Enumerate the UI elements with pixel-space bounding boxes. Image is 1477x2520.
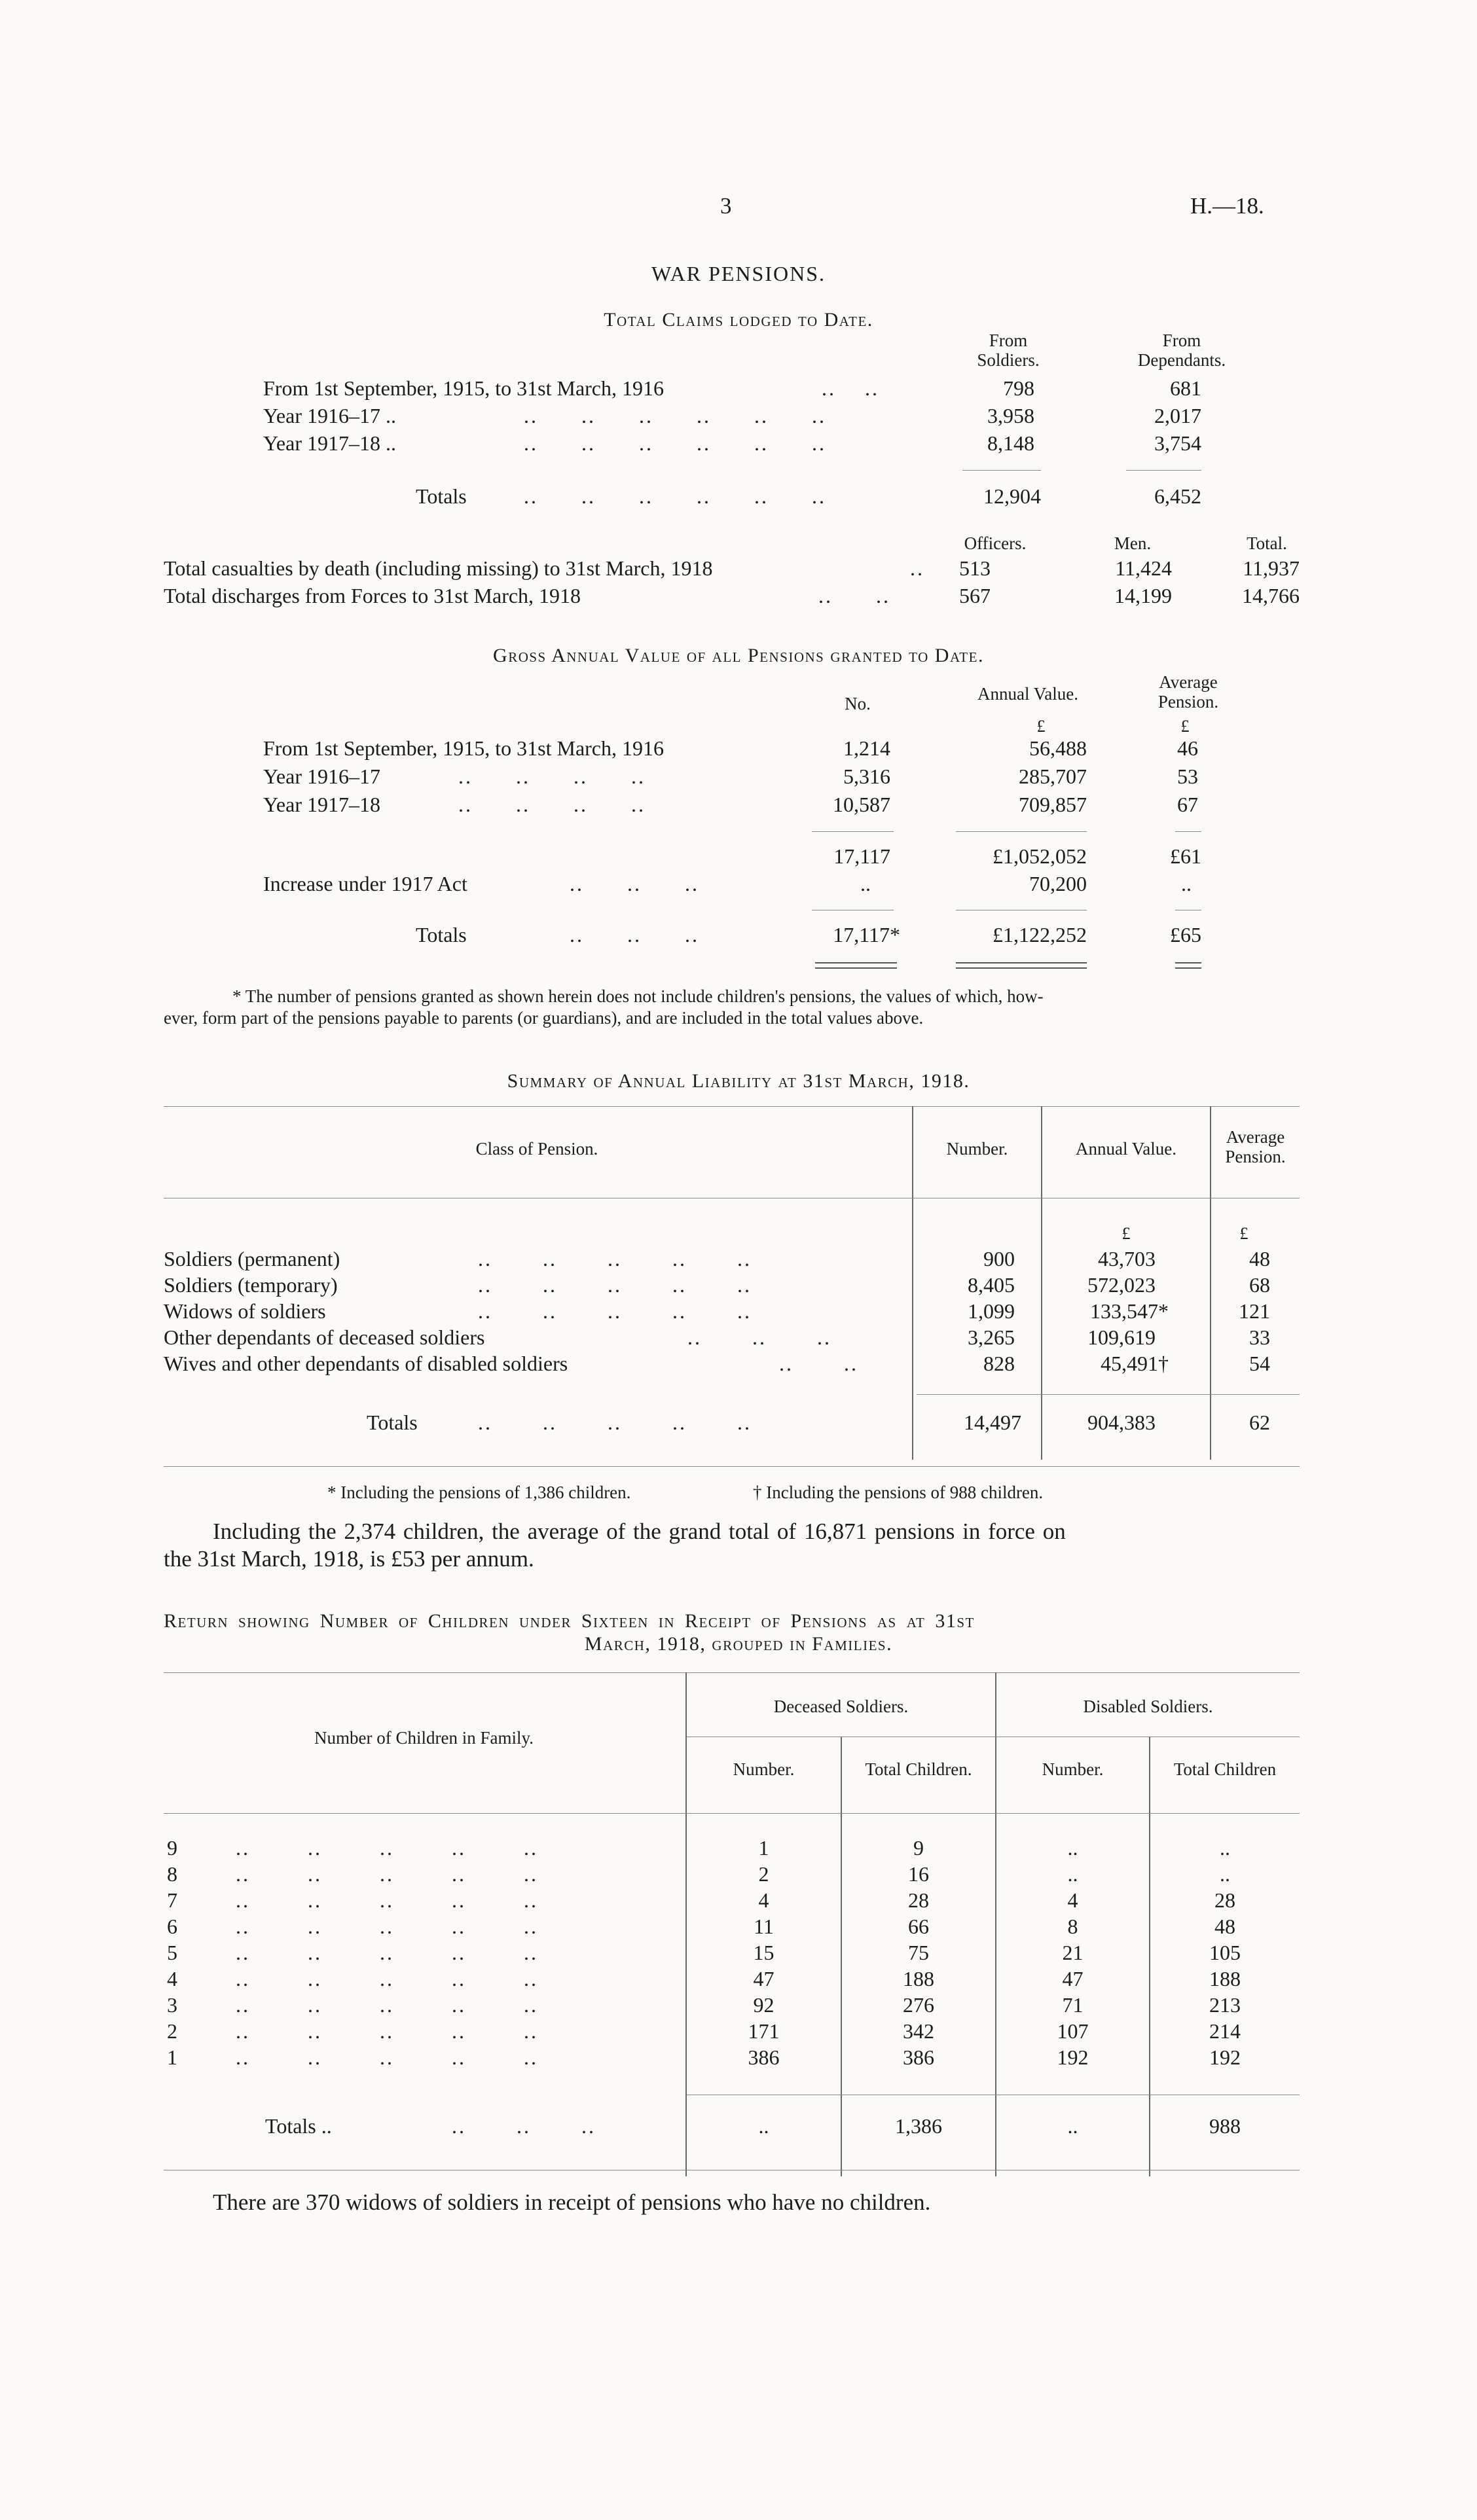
table-top-rule [164,1106,1300,1107]
claims-totals-dependants: 6,452 [1154,484,1201,508]
table-bottom-rule [164,1466,1300,1467]
leader-dots: .. .. .. [570,872,699,895]
children-dec-total: 75 [908,1941,929,1964]
leader-dots: .. .. .. .. .. [236,1993,538,2017]
column-divider [1041,1106,1042,1460]
summary-totals-label: Totals [367,1411,418,1434]
children-dec-number: 4 [758,1888,769,1912]
children-dis-number: .. [1067,1862,1078,1886]
children-dis-total: 192 [1209,2045,1241,2069]
casualties-officers-value: 567 [959,584,991,607]
casualties-col-total: Total. [1247,533,1287,553]
summary-avg-value: 121 [1239,1299,1270,1323]
leader-dots: .. .. .. .. .. [236,1888,538,1912]
summary-annual-value: 45,491† [1101,1352,1169,1375]
children-col-total-deceased: Total Children. [865,1759,972,1779]
summary-unit-avg: £ [1239,1224,1249,1243]
children-dec-number: 15 [753,1941,775,1964]
summary-col-avg-2: Pension. [1225,1147,1286,1166]
gross-row-label: From 1st September, 1915, to 31st March, 1916 [263,736,664,760]
children-totals-label: Totals .. [265,2114,332,2138]
gross-subtotal-avg: £61 [1170,844,1201,868]
closing-note: There are 370 widows of soldiers in receipt of pensions who have no children. [213,2189,931,2215]
children-heading-line2: March, 1918, grouped in Families. [584,1633,893,1655]
children-dis-number: 192 [1057,2045,1089,2069]
leader-dots: .. .. .. .. .. [236,2045,538,2069]
rule [1175,831,1201,832]
claims-col-dependants-2: Dependants. [1137,350,1226,370]
gross-annual-value: 56,488 [1029,736,1087,760]
children-dec-total: 66 [908,1915,929,1938]
children-family-size: 2 [167,2019,177,2043]
casualties-col-officers: Officers. [964,533,1027,553]
gross-increase-value: 70,200 [1029,872,1087,895]
summary-row-label: Soldiers (permanent) [164,1247,340,1270]
leader-dots: .. .. .. .. .. [478,1273,752,1297]
summary-col-number: Number. [946,1139,1008,1159]
children-dis-total: 28 [1214,1888,1235,1912]
leader-dots: .. .. .. .. .. [236,1967,538,1990]
claims-totals-label: Totals [416,484,467,508]
summary-avg-value: 68 [1249,1273,1270,1297]
casualties-row-label: Total discharges from Forces to 31st March, 1918 [164,584,581,607]
casualties-men-value: 14,199 [1114,584,1172,607]
gross-col-avg-2: Pension. [1158,692,1219,711]
summary-avg-value: 48 [1249,1247,1270,1270]
gross-heading: Gross Annual Value of all Pensions granted to Date. [493,645,984,666]
children-dec-number: 171 [748,2019,780,2043]
casualties-total-value: 11,937 [1243,556,1300,580]
children-totals-dis-total: 988 [1209,2114,1241,2138]
leader-dots: .. .. .. [687,1325,831,1349]
double-rule [815,967,897,969]
summary-col-avg-1: Average [1226,1127,1285,1147]
children-dec-total: 188 [903,1967,934,1990]
claims-row-label: Year 1917–18 .. [263,431,396,455]
table-top-rule [164,1672,1300,1673]
children-family-size: 8 [167,1862,177,1886]
summary-annual-value: 133,547* [1090,1299,1169,1323]
average-paragraph-line2: the 31st March, 1918, is £53 per annum. [164,1546,534,1572]
gross-increase-no: .. [860,872,871,895]
claims-soldiers-value: 3,958 [987,404,1034,427]
double-rule [1175,967,1201,969]
leader-dots: .. .. .. .. .. .. [524,404,826,427]
page-title: WAR PENSIONS. [651,262,826,285]
children-dis-total: 214 [1209,2019,1241,2043]
rule [812,831,894,832]
leader-dots: .. .. [818,584,890,607]
children-col-total-disabled: Total Children [1173,1759,1277,1779]
children-dis-number: .. [1067,1836,1078,1860]
rule [1126,470,1201,471]
summary-col-class: Class of Pension. [475,1139,598,1159]
gross-annual-value: 709,857 [1019,793,1087,816]
children-dec-number: 2 [758,1862,769,1886]
leader-dots: .. .. .. [570,923,699,946]
claims-soldiers-value: 798 [1003,376,1034,400]
column-divider [912,1106,913,1460]
claims-col-soldiers-2: Soldiers. [977,350,1040,370]
document-reference: H.—18. [1190,193,1264,219]
children-dec-total: 16 [908,1862,929,1886]
summary-annual-value: 109,619 [1087,1325,1156,1349]
gross-unit-avg: £ [1180,717,1190,736]
gross-totals-label: Totals [416,923,467,946]
leader-dots: .. .. [822,376,879,400]
children-dec-number: 386 [748,2045,780,2069]
children-col-number-deceased: Number. [733,1759,795,1779]
summary-row-label: Widows of soldiers [164,1299,326,1323]
children-dec-total: 28 [908,1888,929,1912]
gross-no-value: 10,587 [833,793,890,816]
leader-dots: .. .. .. [452,2114,596,2138]
leader-dots: .. .. .. .. .. [236,1915,538,1938]
children-group-disabled: Disabled Soldiers. [1083,1697,1213,1716]
double-rule [1175,962,1201,963]
children-heading-line1: Return showing Number of Children under Sixteen in Receipt of Pensions as at 31st [164,1610,975,1632]
children-dis-total: .. [1220,1836,1230,1860]
casualties-row-label: Total casualties by death (including missing) to 31st March, 1918 [164,556,713,580]
children-dec-total: 276 [903,1993,934,2017]
casualties-total-value: 14,766 [1242,584,1300,607]
children-dis-number: 8 [1067,1915,1078,1938]
claims-heading: Total Claims lodged to Date. [604,309,873,331]
children-totals-dec-num: .. [758,2114,769,2138]
rule [962,470,1041,471]
gross-unit-value: £ [1036,717,1046,736]
children-col-number-disabled: Number. [1042,1759,1104,1779]
children-family-size: 1 [167,2045,177,2069]
children-dec-number: 47 [753,1967,775,1990]
casualties-col-men: Men. [1114,533,1152,553]
leader-dots: .. .. [779,1352,858,1375]
summary-row-label: Soldiers (temporary) [164,1273,338,1297]
summary-number-value: 828 [983,1352,1015,1375]
children-family-size: 7 [167,1888,177,1912]
leader-dots: .. .. .. .. .. .. [524,431,826,455]
summary-footnote-a: * Including the pensions of 1,386 children. [327,1483,631,1502]
leader-dots: .. .. .. .. [458,765,646,788]
children-dis-number: 21 [1062,1941,1084,1964]
children-family-size: 3 [167,1993,177,2017]
summary-number-value: 1,099 [968,1299,1015,1323]
summary-avg-value: 54 [1249,1352,1270,1375]
summary-totals-number: 14,497 [964,1411,1021,1434]
leader-dots: .. .. .. .. .. [478,1411,752,1434]
gross-footnote-line1: * The number of pensions granted as shown herein does not include children's pensions, the values of which, how- [232,986,1044,1006]
gross-avg-value: 46 [1177,736,1198,760]
children-family-size: 6 [167,1915,177,1938]
leader-dots: .. .. .. .. .. [236,1836,538,1860]
gross-totals-value: £1,122,252 [993,923,1087,946]
claims-row-label: Year 1916–17 .. [263,404,396,427]
children-group-deceased: Deceased Soldiers. [773,1697,909,1716]
claims-dependants-value: 3,754 [1154,431,1201,455]
children-dis-number: 107 [1057,2019,1089,2043]
gross-footnote-line2: ever, form part of the pensions payable to parents (or guardians), and are included in the total values above. [164,1008,924,1028]
gross-totals-avg: £65 [1170,923,1201,946]
children-dis-total: 48 [1214,1915,1235,1938]
children-dec-total: 9 [913,1836,924,1860]
double-rule [956,967,1087,969]
claims-soldiers-value: 8,148 [987,431,1034,455]
children-dec-number: 1 [758,1836,769,1860]
summary-number-value: 3,265 [968,1325,1015,1349]
double-rule [956,962,1087,963]
children-dis-total: .. [1220,1862,1230,1886]
leader-dots: .. .. .. .. .. .. [524,484,826,508]
claims-totals-soldiers: 12,904 [983,484,1041,508]
gross-row-label: Year 1917–18 [263,793,380,816]
rule [956,831,1087,832]
gross-increase-avg: .. [1181,872,1192,895]
summary-avg-value: 33 [1249,1325,1270,1349]
gross-no-value: 1,214 [843,736,890,760]
gross-col-value: Annual Value. [977,684,1078,704]
summary-heading: Summary of Annual Liability at 31st March, 1918. [507,1070,970,1092]
leader-dots: .. [910,556,924,580]
children-dec-number: 11 [754,1915,774,1938]
average-paragraph-line1: Including the 2,374 children, the average of the grand total of 16,871 pensions in force on [213,1519,1066,1544]
summary-annual-value: 43,703 [1098,1247,1156,1270]
summary-totals-avg: 62 [1249,1411,1270,1434]
children-dec-total: 386 [903,2045,934,2069]
claims-col-dependants-1: From [1162,331,1201,350]
children-family-size: 9 [167,1836,177,1860]
children-dis-number: 4 [1067,1888,1078,1912]
summary-annual-value: 572,023 [1087,1273,1156,1297]
summary-number-value: 8,405 [968,1273,1015,1297]
summary-totals-value: 904,383 [1087,1411,1156,1434]
leader-dots: .. .. .. .. [458,793,646,816]
children-totals-dis-num: .. [1067,2114,1078,2138]
children-family-size: 4 [167,1967,177,1990]
claims-col-soldiers-1: From [989,331,1028,350]
gross-row-label: Year 1916–17 [263,765,380,788]
leader-dots: .. .. .. .. .. [478,1247,752,1270]
header-rule [164,1813,1300,1814]
children-dis-total: 213 [1209,1993,1241,2017]
leader-dots: .. .. .. .. .. [236,1862,538,1886]
children-dis-total: 188 [1209,1967,1241,1990]
leader-dots: .. .. .. .. .. [478,1299,752,1323]
summary-footnote-b: † Including the pensions of 988 children. [753,1483,1044,1502]
gross-avg-value: 67 [1177,793,1198,816]
claims-dependants-value: 2,017 [1154,404,1201,427]
children-totals-dec-total: 1,386 [895,2114,942,2138]
gross-col-no: No. [845,694,871,713]
leader-dots: .. .. .. .. .. [236,2019,538,2043]
claims-dependants-value: 681 [1170,376,1201,400]
summary-col-value: Annual Value. [1076,1139,1176,1159]
summary-row-label: Wives and other dependants of disabled soldiers [164,1352,568,1375]
gross-subtotal-value: £1,052,052 [993,844,1087,868]
casualties-officers-value: 513 [959,556,991,580]
summary-unit-value: £ [1121,1224,1131,1243]
claims-row-label: From 1st September, 1915, to 31st March, 1916 [263,376,664,400]
rule [917,1394,1300,1395]
children-dis-number: 71 [1062,1993,1084,2017]
summary-row-label: Other dependants of deceased soldiers [164,1325,485,1349]
children-dis-number: 47 [1062,1967,1084,1990]
page-number: 3 [720,193,732,219]
children-col-family: Number of Children in Family. [314,1728,534,1748]
leader-dots: .. .. .. .. .. [236,1941,538,1964]
gross-annual-value: 285,707 [1019,765,1087,788]
gross-increase-label: Increase under 1917 Act [263,872,467,895]
gross-totals-no: 17,117* [833,923,900,946]
double-rule [815,962,897,963]
casualties-men-value: 11,424 [1115,556,1172,580]
gross-no-value: 5,316 [843,765,890,788]
gross-col-avg-1: Average [1159,672,1218,692]
children-family-size: 5 [167,1941,177,1964]
summary-number-value: 900 [983,1247,1015,1270]
gross-avg-value: 53 [1177,765,1198,788]
children-dec-total: 342 [903,2019,934,2043]
children-dis-total: 105 [1209,1941,1241,1964]
gross-subtotal-no: 17,117 [833,844,890,868]
children-dec-number: 92 [753,1993,775,2017]
